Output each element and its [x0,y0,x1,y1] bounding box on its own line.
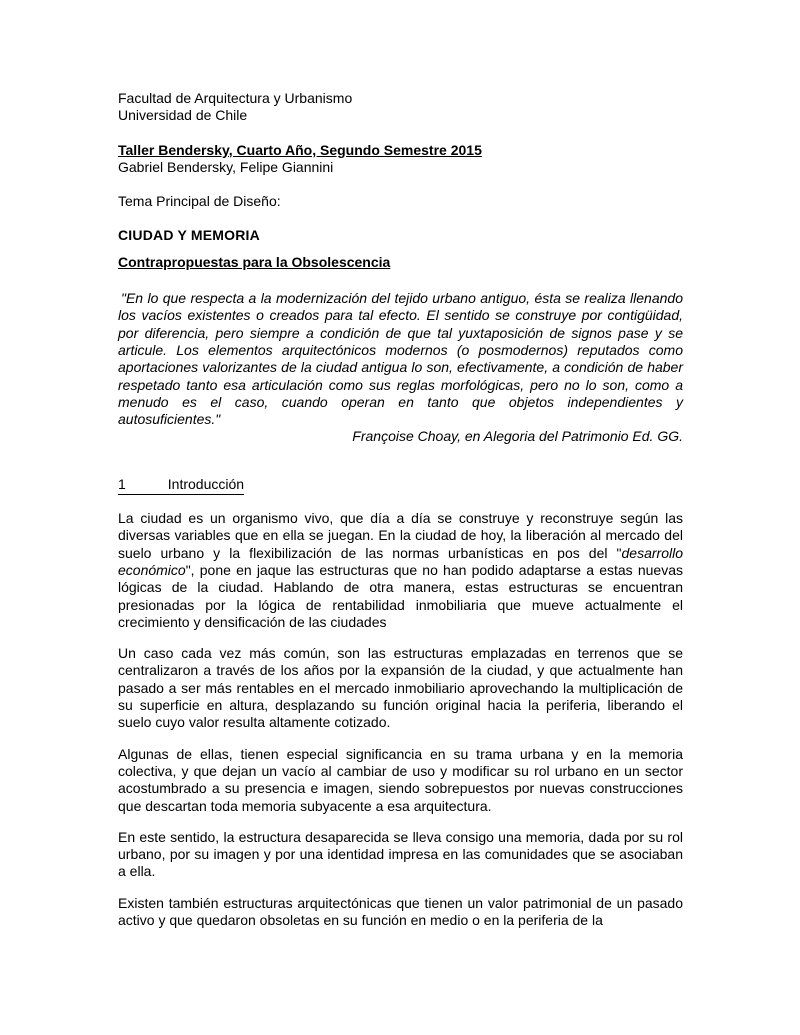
paragraph-3: Algunas de ellas, tienen especial significancia en su trama urbana y en la memoria colectiva, y que dejan un vacío al cambiar de uso y modificar su rol urbano en un sector acostumbrado a su presencia e imagen, siendo sobrepuestos por nuevas construcciones que descartan toda memoria subyacente a esa arquitectura. [118,745,683,814]
theme-label: Tema Principal de Diseño: [118,193,281,210]
paragraph-5: Existen también estructuras arquitectónicas que tienen un valor patrimonial de un pasado activo y que quedaron obsoletas en su función en medio o en la periferia de la [118,894,683,928]
professors-line: Gabriel Bendersky, Felipe Giannini [118,158,334,175]
section-heading-underline [118,476,244,495]
paragraph-1-text-cont: ", pone en jaque las estructuras que no han podido adaptarse a estas nuevas lógicas de la ciudad. Hablando de otra manera, estas estructuras se encuentran presionadas por la lógica de rentabilidad inmobiliaria que mueve actualmente el crecimiento y densificación de las ciudades [118,561,683,630]
paragraph-4: En este sentido, la estructura desaparecida se lleva consigo una memoria, dada por su rol urbano, por su imagen y por una identidad impresa en las comunidades que se asociaban a ella. [118,828,683,880]
subtitle: Contrapropuestas para la Obsolescencia [118,253,391,270]
section-title: Introducción [167,475,245,492]
quote-attribution: Françoise Choay, en Alegoria del Patrimonio Ed. GG. [352,428,683,445]
paragraph-1-italic-phrase: desarrollo económico [118,544,683,578]
paragraph-2: Un caso cada vez más común, son las estructuras emplazadas en terrenos que se centralizaron a través de los años por la expansión de la ciudad, y que actualmente han pasado a ser más rentables en el mercado inmobiliario aprovechando la multiplicación de su superficie en altura, desplazando su función original hacia la periferia, liberando el suelo cuyo valor resulta altamente cotizado. [118,645,683,731]
section-number: 1 [118,475,126,492]
paragraph-1-text: La ciudad es un organismo vivo, que día a día se construye y reconstruye según las diversas variables que en ella se juegan. En la ciudad de hoy, la liberación al mercado del suelo urbano y la flexibilización de las normas urbanísticas en pos del " [118,510,683,561]
epigraph-quote: "En lo que respecta a la modernización del tejido urbano antiguo, ésta se realiza llenando los vacíos existentes o creados para tal efecto. El sentido se construye por contigüidad, por diferencia, pero siempre a condición de que tal yuxtaposición de signos pase y se articule. Los elementos arquitectónicos modernos (o posmodernos) reputados como aportaciones valorizantes de la ciudad antigua lo son, efectivamente, a condición de haber respetado tanto esa articulación como sus reglas morfológicas, pero no lo son, como a menudo es el caso, cuando operan en tanto que objetos independientes y autosuficientes." [118,290,683,428]
course-title: Taller Bendersky, Cuarto Año, Segundo Semestre 2015 [118,141,482,158]
section-heading [118,476,683,495]
university-name: Universidad de Chile [118,107,248,124]
main-title: CIUDAD Y MEMORIA [118,227,260,244]
faculty-name: Facultad de Arquitectura y Urbanismo [118,90,353,106]
paragraph-1 [118,510,683,631]
